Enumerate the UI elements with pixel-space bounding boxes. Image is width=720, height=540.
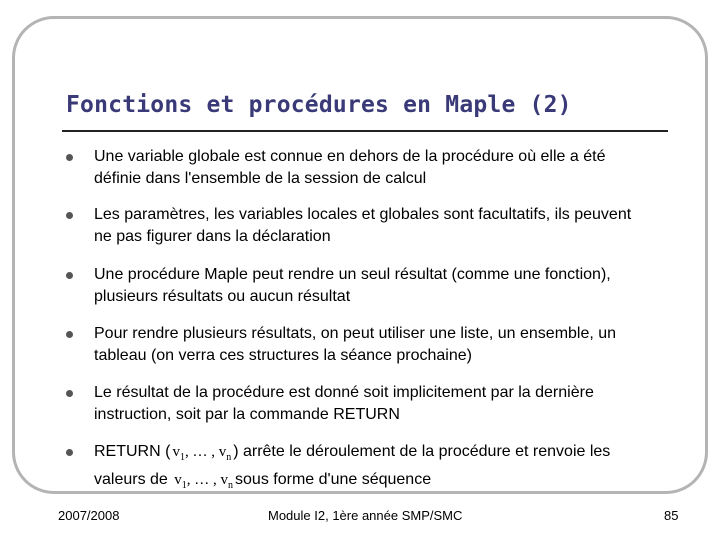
footer-course: Module I2, 1ère année SMP/SMC	[268, 508, 463, 523]
bullet-line-rest: ) arrête le déroulement de la procédure et renvoie les	[233, 443, 611, 460]
bullet-line	[94, 441, 684, 469]
math-sequence	[172, 441, 231, 469]
math-subscript: 1	[181, 480, 187, 491]
bullet-text	[94, 264, 684, 308]
bullet-icon	[66, 272, 73, 279]
math-subscript: n	[226, 452, 232, 463]
bullet-text	[94, 382, 684, 426]
bullet-icon	[66, 390, 73, 397]
math-sequence	[174, 469, 233, 497]
bullet-line: Le résultat de la procédure est donné soit implicitement par la dernière	[94, 384, 594, 401]
bullet-text	[94, 146, 684, 190]
return-keyword: RETURN (	[94, 443, 171, 460]
math-separator: , … ,	[186, 472, 217, 488]
bullet-line-rest: sous forme d'une séquence	[235, 471, 432, 488]
math-subscript: 1	[179, 452, 185, 463]
bullet-icon	[66, 154, 73, 161]
bullet-line: instruction, soit par la commande RETURN	[94, 406, 400, 423]
bullet-line: Pour rendre plusieurs résultats, on peut utiliser une liste, un ensemble, un	[94, 325, 617, 342]
math-var: v	[174, 472, 182, 488]
bullet-line: ne pas figurer dans la déclaration	[94, 228, 331, 245]
slide-title: Fonctions et procédures en Maple (2)	[66, 92, 572, 118]
math-var: v	[172, 444, 180, 460]
math-var: v	[220, 472, 229, 488]
bullet-text	[94, 323, 684, 367]
bullet-line: Une procédure Maple peut rendre un seul résultat (comme une fonction),	[94, 266, 611, 283]
bullet-icon	[66, 212, 73, 219]
bullet-line: définie dans l'ensemble de la session de calcul	[94, 170, 427, 187]
bullet-line: Les paramètres, les variables locales et globales sont facultatifs, ils peuvent	[94, 206, 632, 223]
bullet-text	[94, 204, 684, 248]
bullet-line: tableau (on verra ces structures la séance prochaine)	[94, 347, 472, 364]
bullet-line	[94, 469, 684, 497]
title-underline	[62, 130, 668, 132]
bullet-line: plusieurs résultats ou aucun résultat	[94, 288, 351, 305]
math-var: v	[218, 444, 227, 460]
bullet-icon	[66, 331, 73, 338]
bullet-line: Une variable globale est connue en dehors de la procédure où elle a été	[94, 148, 606, 165]
bullet-line-start: valeurs de	[94, 471, 168, 488]
bullet-text	[94, 441, 684, 497]
bullet-icon	[66, 449, 73, 456]
footer-date: 2007/2008	[58, 508, 120, 523]
math-subscript: n	[228, 480, 234, 491]
footer-page-number: 85	[664, 508, 679, 523]
math-separator: , … ,	[184, 444, 215, 460]
